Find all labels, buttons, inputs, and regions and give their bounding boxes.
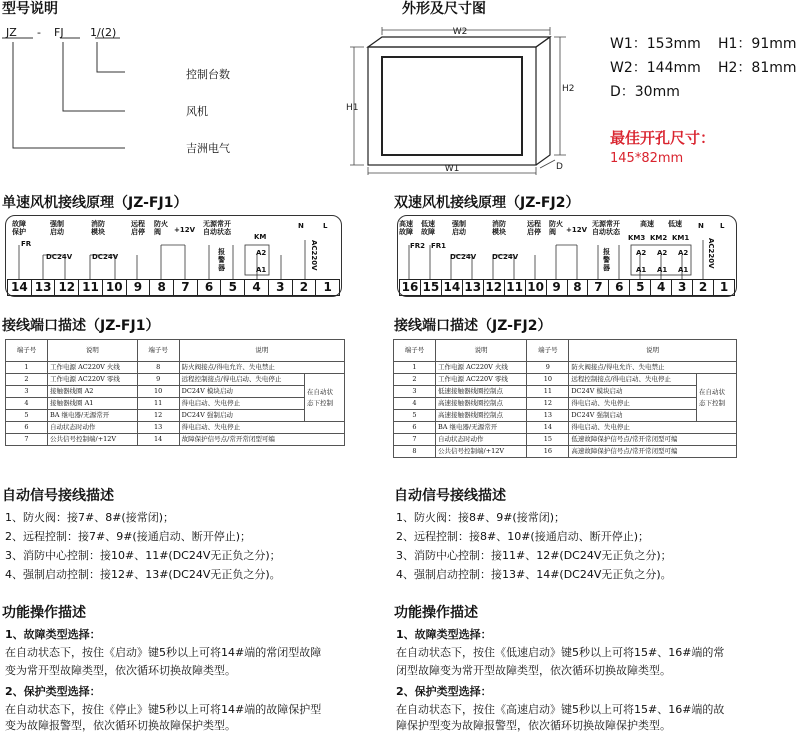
fj2-label-auto: 无源常开 自动状态 xyxy=(592,220,620,236)
spec-h2: H2：81mm xyxy=(718,60,797,76)
func-right-h1: 1、故障类型选择： xyxy=(396,628,492,641)
fj1-label-auto: 无源常开 自动状态 xyxy=(203,220,231,236)
fj2-terminal: 4 xyxy=(651,280,672,295)
fj1-label-fr: FR xyxy=(21,240,32,248)
fj2-label-damper: 防火 阀 xyxy=(549,220,563,236)
func-right-p1: 在自动状态下，按住《低速启动》键5秒以上可将15#、16#端的常 xyxy=(396,646,725,659)
fj2-terminal-strip xyxy=(399,279,735,296)
fj2-terminal: 2 xyxy=(693,280,714,295)
fj1-label-force: 强制 启动 xyxy=(50,220,64,236)
spec-w2: W2：144mm xyxy=(610,60,701,76)
auto-right-item: 2、远程控制：接8#、10#(接通启动、断开停止)； xyxy=(396,530,650,543)
fj2-label-dc24v-a: DC24V xyxy=(450,253,477,261)
model-label-brand: 吉洲电气 xyxy=(186,142,230,155)
fj2-label-dc24v-b: DC24V xyxy=(492,253,519,261)
fj1-terminal: 13 xyxy=(32,280,56,295)
auto-right-item: 3、消防中心控制：接11#、12#(DC24V无正负之分)； xyxy=(396,549,672,562)
fj2-label-km2: KM2 xyxy=(650,234,668,242)
func-left-h2: 2、保护类型选择： xyxy=(5,685,101,698)
table-header: 说明 xyxy=(436,340,527,362)
fj2-label-a2: A2 xyxy=(636,249,647,257)
fj1-label-fire-module: 消防 模块 xyxy=(91,220,105,236)
fj1-label-dc24v-a: DC24V xyxy=(46,253,73,261)
fj1-terminal: 12 xyxy=(55,280,79,295)
fj2-port-title: 接线端口描述（JZ-FJ2） xyxy=(394,318,552,334)
fj2-label-ac220v: AC220V xyxy=(707,238,715,269)
fj2-label-lo-fault: 低速 故障 xyxy=(421,220,435,236)
func-left-p2: 变为故障报警型，依次循环切换故障保护类型。 xyxy=(5,719,236,732)
func-right-h2: 2、保护类型选择： xyxy=(396,685,492,698)
table-row: 7 自动状态时动作 15 低速故障保护信号点/常开常闭型可编 xyxy=(394,434,737,446)
func-right-p2: 障保护型变为故障报警型，依次循环切换故障保护类型。 xyxy=(396,719,671,732)
func-right-p2: 在自动状态下，按住《高速启动》键5秒以上可将15#、16#端的故 xyxy=(396,703,725,716)
table-row: 4 接触器线圈 A1 11 得电启动、失电停止 xyxy=(6,398,345,410)
table-header: 端子号 xyxy=(394,340,436,362)
hole-title: 最佳开孔尺寸： xyxy=(610,129,716,147)
outline-title: 外形及尺寸图 xyxy=(402,1,486,17)
fj2-terminal: 13 xyxy=(463,280,484,295)
func-left-p1: 在自动状态下，按住《启动》键5秒以上可将14#端的常闭型故障 xyxy=(5,646,322,659)
spec-d: D：30mm xyxy=(610,84,680,100)
fj2-terminal: 3 xyxy=(672,280,693,295)
fj2-terminal: 7 xyxy=(588,280,609,295)
table-row: 3 接触器线圈 A2 10 DC24V 模块启动 xyxy=(6,386,345,398)
hole-value: 145*82mm xyxy=(610,151,684,166)
fj2-label-l: L xyxy=(720,222,725,230)
auto-right-item: 4、强制启动控制：接13#、14#(DC24V无正负之分)。 xyxy=(396,568,672,581)
fj2-terminal: 10 xyxy=(526,280,547,295)
func-left-h1: 1、故障类型选择： xyxy=(5,628,101,641)
fj1-terminal: 1 xyxy=(323,280,332,294)
fj1-terminal: 11 xyxy=(79,280,103,295)
model-label-fan: 风机 xyxy=(186,105,208,118)
fj2-label-remote: 远程 启停 xyxy=(527,220,541,236)
fj2-label-a1: A1 xyxy=(657,266,668,274)
model-part-dash: - xyxy=(37,26,41,39)
fj1-terminal: 6 xyxy=(198,280,222,295)
fj2-label-n: N xyxy=(698,222,704,230)
table-header: 说明 xyxy=(48,340,138,362)
fj1-label-remote: 远程 启停 xyxy=(131,220,145,236)
fj1-port-title: 接线端口描述（JZ-FJ1） xyxy=(2,318,160,334)
dim-h1: H1 xyxy=(346,103,359,113)
auto-left-title: 自动信号接线描述 xyxy=(2,488,114,504)
fj1-port-table xyxy=(5,339,345,446)
dim-w2: W2 xyxy=(452,27,468,37)
outline-drawing xyxy=(340,15,600,175)
fj2-label-12v: +12V xyxy=(566,226,588,234)
table-row: 6 BA 继电器/无源常开 14 得电启动、失电停止 xyxy=(394,422,737,434)
auto-left-item: 3、消防中心控制：接10#、11#(DC24V无正负之分)； xyxy=(5,549,281,562)
fj2-terminal: 6 xyxy=(609,280,630,295)
fj1-terminal: 3 xyxy=(269,280,293,295)
fj2-label-a2: A2 xyxy=(657,249,668,257)
func-right-p1: 闭型故障变为常开型故障类型，依次循环切换故障类型。 xyxy=(396,664,671,677)
table-header: 端子号 xyxy=(6,340,48,362)
fj1-terminal: 7 xyxy=(174,280,198,295)
table-header: 端子号 xyxy=(527,340,569,362)
model-part-fj: FJ xyxy=(54,26,64,39)
fj1-label-dc24v-b: DC24V xyxy=(92,253,119,261)
fj2-label-low: 低速 xyxy=(668,220,682,228)
fj1-label-ac220v: AC220V xyxy=(310,240,318,271)
fj2-terminal: 11 xyxy=(505,280,526,295)
model-title: 型号说明 xyxy=(2,1,58,17)
fj2-terminal: 1 xyxy=(719,280,729,294)
fj2-terminal: 14 xyxy=(442,280,463,295)
spec-h1: H1：91mm xyxy=(718,36,797,52)
fj1-label-km: KM xyxy=(254,233,267,241)
fj1-terminal: 9 xyxy=(127,280,151,295)
fj1-label-n: N xyxy=(298,222,304,230)
table-row: 3 低速接触器线圈控制点 11 DC24V 模块启动 xyxy=(394,386,737,398)
dim-w1: W1 xyxy=(444,164,460,174)
fj1-label-damper: 防火 阀 xyxy=(154,220,168,236)
table-row: 2 工作电源 AC220V 零线 10 远程控制接点/得电启动、失电停止 在自动状 态下控制 xyxy=(394,374,737,386)
table-row: 8 公共信号控制端/+12V 16 高速故障保护信号点/常开常闭型可编 xyxy=(394,446,737,458)
dim-h2: H2 xyxy=(562,84,575,94)
auto-right-title: 自动信号接线描述 xyxy=(394,488,506,504)
auto-left-item: 1、防火阀：接7#、8#(接常闭)； xyxy=(5,511,175,524)
fj2-terminal: 9 xyxy=(547,280,568,295)
fj1-terminal: 5 xyxy=(221,280,245,295)
table-header: 说明 xyxy=(179,340,344,362)
fj1-terminal: 14 xyxy=(8,280,32,295)
auto-left-item: 2、远程控制：接7#、9#(接通启动、断开停止)； xyxy=(5,530,252,543)
fj2-terminal: 16 xyxy=(400,280,421,295)
table-row: 1 工作电源 AC220V 火线 9 防火阀接点/得电允许、失电禁止 xyxy=(394,362,737,374)
model-part-count: 1/(2) xyxy=(90,26,117,39)
fj2-label-km1: KM1 xyxy=(672,234,690,242)
fj1-title: 单速风机接线原理（JZ-FJ1） xyxy=(2,195,188,211)
fj2-label-a2: A2 xyxy=(678,249,689,257)
func-left-title: 功能操作描述 xyxy=(2,605,86,621)
fj2-terminal: 8 xyxy=(568,280,589,295)
table-row: 6 自动状态时动作 13 得电启动、失电停止 xyxy=(6,422,345,434)
fj2-terminal: 5 xyxy=(630,280,651,295)
fj1-label-a2: A2 xyxy=(256,249,267,257)
table-row: 2 工作电源 AC220V 零线 9 远程控制接点/得电启动、失电停止 在自动状 态下控制 xyxy=(6,374,345,386)
fj2-terminal: 12 xyxy=(484,280,505,295)
fj1-terminal: 10 xyxy=(103,280,127,295)
table-header: 端子号 xyxy=(137,340,179,362)
table-row: 1 工作电源 AC220V 火线 8 防火阀接点/得电允许、失电禁止 xyxy=(6,362,345,374)
fj1-terminal-strip xyxy=(7,279,340,296)
fj2-label-alarm: 报 警 器 xyxy=(603,248,610,272)
fj1-terminal: 8 xyxy=(150,280,174,295)
func-left-p2: 在自动状态下，按住《停止》键5秒以上可将14#端的故障保护型 xyxy=(5,703,322,716)
table-row: 5 BA 继电器/无源常开 12 DC24V 强制启动 xyxy=(6,410,345,422)
fj2-label-fire-module: 消防 模块 xyxy=(492,220,506,236)
dim-d: D xyxy=(556,162,563,172)
fj2-label-force: 强制 启动 xyxy=(452,220,466,236)
fj2-label-a1: A1 xyxy=(678,266,689,274)
fj2-port-table xyxy=(393,339,737,458)
fj1-label-12v: +12V xyxy=(174,226,196,234)
model-part-jz: JZ xyxy=(6,26,17,39)
table-header: 说明 xyxy=(569,340,737,362)
fj1-label-fault: 故障 保护 xyxy=(12,220,26,236)
fj1-label-l: L xyxy=(323,222,328,230)
fj2-label-high: 高速 xyxy=(640,220,654,228)
fj2-label-hi-fault: 高速 故障 xyxy=(399,220,413,236)
fj1-terminal: 4 xyxy=(245,280,269,295)
fj2-label-a1: A1 xyxy=(636,266,647,274)
auto-right-item: 1、防火阀：接8#、9#(接常闭)； xyxy=(396,511,566,524)
fj2-label-fr1: FR1 xyxy=(431,242,447,250)
func-right-title: 功能操作描述 xyxy=(394,605,478,621)
spec-w1: W1：153mm xyxy=(610,36,701,52)
table-row: 7 公共信号控制端/+12V 14 故障保护信号点/常开常闭型可编 xyxy=(6,434,345,446)
fj1-label-alarm: 报 警 器 xyxy=(218,248,225,272)
model-lines xyxy=(0,0,200,160)
table-row: 5 高速接触器线圈控制点 13 DC24V 强制启动 xyxy=(394,410,737,422)
fj1-label-a1: A1 xyxy=(256,266,267,274)
fj2-label-km3: KM3 xyxy=(628,234,646,242)
fj2-terminal: 15 xyxy=(421,280,442,295)
fj2-label-fr2: FR2 xyxy=(410,242,426,250)
auto-left-item: 4、强制启动控制：接12#、13#(DC24V无正负之分)。 xyxy=(5,568,281,581)
func-left-p1: 变为常开型故障类型，依次循环切换故障类型。 xyxy=(5,664,236,677)
fj2-title: 双速风机接线原理（JZ-FJ2） xyxy=(394,195,580,211)
model-label-count: 控制台数 xyxy=(186,68,230,81)
table-row: 4 高速接触器线圈控制点 12 得电启动、失电停止 xyxy=(394,398,737,410)
fj1-terminal: 2 xyxy=(293,280,317,295)
